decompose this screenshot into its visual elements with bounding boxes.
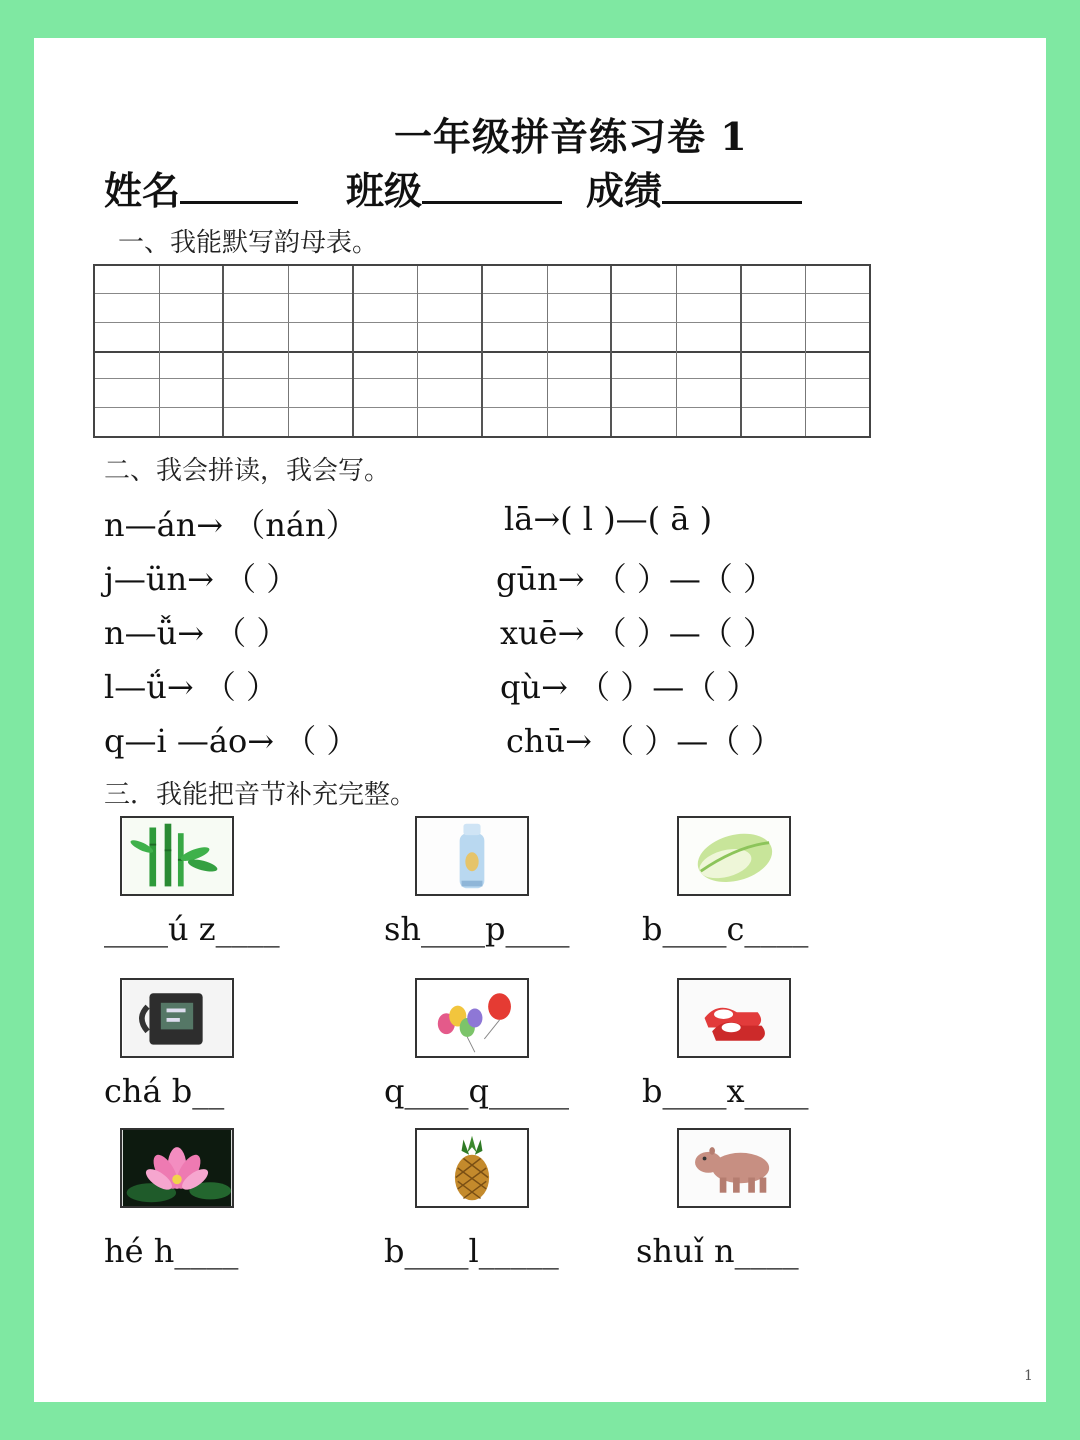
spelling-row-right-5: chū→ （ ）—（ ） — [506, 722, 783, 760]
spelling-row-left-2: j—ün→ （ ） — [104, 560, 299, 598]
spelling-row-right-2: gūn→ （ ）—（ ） — [496, 560, 776, 598]
spelling-row-left-3: n—ǚ→ （ ） — [104, 614, 289, 652]
hippo-image — [677, 1128, 791, 1208]
thermos-image — [415, 816, 529, 896]
syllable-fill-9[interactable]: shuǐ n____ — [636, 1232, 799, 1270]
syllable-fill-1[interactable]: ____ú z____ — [104, 910, 280, 948]
cabbage-image — [677, 816, 791, 896]
syllable-fill-8[interactable]: b____l_____ — [384, 1232, 559, 1270]
worksheet-title: 一年级拼音练习卷 1 — [394, 114, 748, 159]
syllable-fill-7[interactable]: hé h____ — [104, 1232, 239, 1270]
syllable-fill-6[interactable]: b____x____ — [642, 1072, 809, 1110]
spelling-row-right-1: lā→( l )—( ā ) — [504, 500, 713, 538]
syllable-fill-2[interactable]: sh____p____ — [384, 910, 570, 948]
score-field — [586, 160, 802, 215]
spelling-row-left-1: n—án→ （nán） — [104, 506, 358, 544]
grid-cell[interactable] — [354, 266, 483, 351]
class-blank[interactable] — [422, 169, 562, 204]
syllable-fill-4[interactable]: chá b__ — [104, 1072, 225, 1110]
spelling-row-left-5: q—i —áo→ （ ） — [104, 722, 359, 760]
grid-row-2 — [95, 351, 869, 436]
grid-row-1 — [95, 266, 869, 353]
syllable-fill-5[interactable]: q____q_____ — [384, 1072, 569, 1110]
worksheet-page — [34, 38, 1046, 1402]
pineapple-image — [415, 1128, 529, 1208]
section-1-heading: 一、我能默写韵母表。 — [118, 228, 379, 258]
grid-cell[interactable] — [354, 351, 483, 436]
grid-cell[interactable] — [612, 351, 741, 436]
grid-cell[interactable] — [95, 351, 224, 436]
page-number: 1 — [1024, 1368, 1033, 1384]
class-label: 班级 — [346, 168, 423, 213]
spelling-row-right-4: qù→ （ ）—（ ） — [500, 668, 759, 706]
grid-cell[interactable] — [224, 351, 353, 436]
cup-image — [120, 978, 234, 1058]
bamboo-image — [120, 816, 234, 896]
grid-cell[interactable] — [742, 351, 869, 436]
balloons-image — [415, 978, 529, 1058]
grid-cell[interactable] — [483, 266, 612, 351]
grid-cell[interactable] — [95, 266, 224, 351]
name-field — [104, 160, 298, 215]
spelling-row-right-3: xuē→ （ ）—（ ） — [500, 614, 775, 652]
grid-cell[interactable] — [224, 266, 353, 351]
lotus-image — [120, 1128, 234, 1208]
spelling-row-left-4: l—ǘ→ （ ） — [104, 668, 279, 706]
grid-cell[interactable] — [742, 266, 869, 351]
score-label: 成绩 — [586, 168, 663, 213]
name-blank[interactable] — [180, 169, 298, 204]
name-label: 姓名 — [104, 168, 181, 213]
section-3-heading: 三．我能把音节补充完整。 — [104, 780, 417, 810]
grid-cell[interactable] — [483, 351, 612, 436]
shoes-image — [677, 978, 791, 1058]
grid-cell[interactable] — [612, 266, 741, 351]
vowel-writing-grid — [93, 264, 871, 438]
syllable-fill-3[interactable]: b____c____ — [642, 910, 809, 948]
class-field — [346, 160, 562, 215]
section-2-heading: 二、我会拼读，我会写。 — [104, 456, 391, 486]
score-blank[interactable] — [662, 169, 802, 204]
